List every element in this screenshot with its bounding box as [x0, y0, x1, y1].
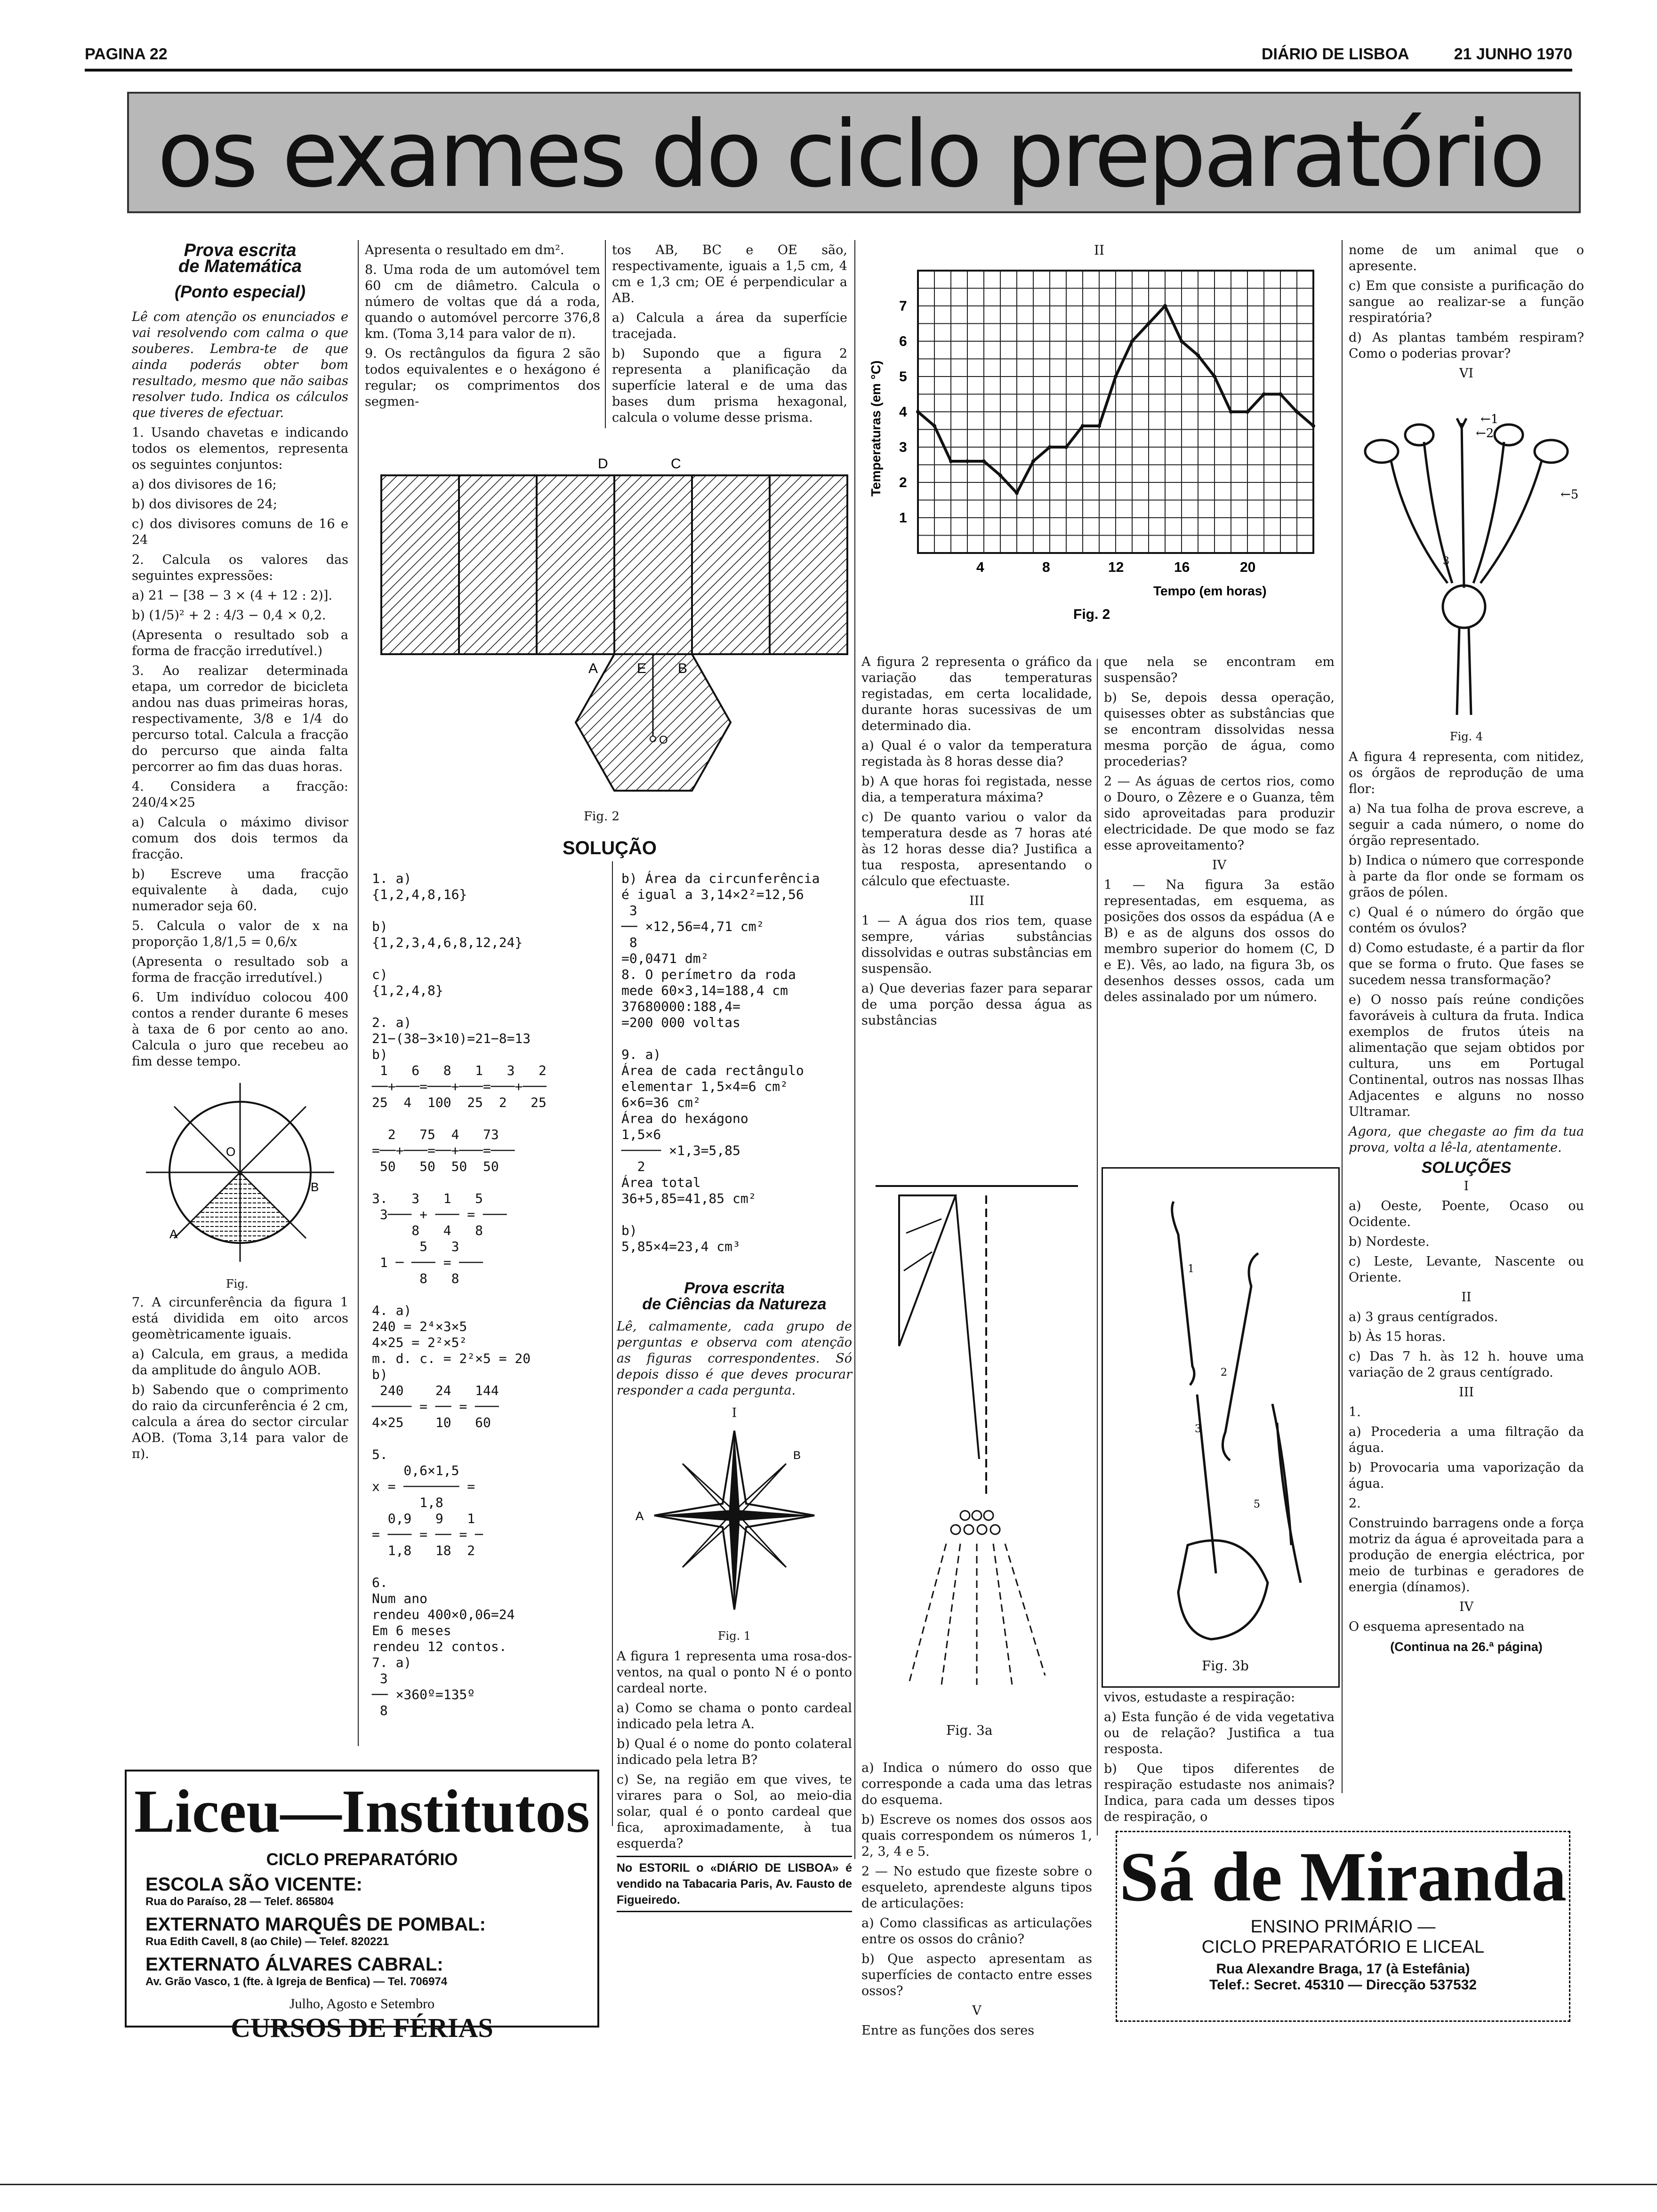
paragraph: A figura 2 representa o gráfico da variação das temperaturas registadas, em certa localidade, durante horas sucessivas de um determinado dia. [861, 655, 1092, 733]
question-2: 2. Calcula os valores das seguintes expressões: [132, 553, 348, 583]
ad-months: Julho, Agosto e Setembro [289, 1996, 435, 2012]
data-point [1048, 445, 1052, 449]
compass-rose-figure [617, 1421, 852, 1624]
data-point [982, 459, 986, 463]
paragraph: tos AB, BC e OE são, respectivamente, iguais a 1,5 cm, 4 cm e 1,3 cm; OE é perpendicular a AB. [612, 243, 847, 305]
ad-liceu-institutos [125, 1770, 599, 2043]
flower-diagram [1349, 385, 1584, 724]
label-B: B [311, 1180, 319, 1194]
data-point [1015, 491, 1019, 495]
answer: c) Das 7 h. às 12 h. houve uma variação de 2 graus centígrado. [1349, 1349, 1584, 1380]
column-5 [861, 654, 1092, 1172]
answer: Construindo barragens onde a força motriz da água é aproveitada para a produção de energia eléctrica, por meio de turbinas e geradores de energia (dínamos). [1349, 1516, 1584, 1595]
question-2b: b) (1/5)² + 2 : 4/3 − 0,4 × 0,2. [132, 608, 326, 623]
section-heading: de Matemática [178, 256, 302, 276]
answer: a) 3 graus centígrados. [1349, 1310, 1498, 1324]
data-point [1064, 445, 1068, 449]
question-1b: b) dos divisores de 24; [132, 497, 277, 512]
page-number: PAGINA 22 [85, 45, 168, 63]
answer: b) Nordeste. [1349, 1234, 1430, 1249]
question-a: a) Indica o número do osso que corresponde a cada uma das letras do esquema. [861, 1761, 1092, 1807]
question-2a: a) 21 − [38 − 3 × (4 + 12 : 2)]. [132, 588, 332, 603]
question-7: 7. A circunferência da figura 1 está dividida em oito arcos geomètricamente iguais. [132, 1295, 348, 1342]
solution-title: SOLUÇÃO [563, 838, 657, 858]
column-6 [1104, 654, 1335, 1125]
question-a: a) Qual é o valor da temperatura registada às 8 horas desse dia? [861, 738, 1092, 769]
skeleton-diagram [861, 1167, 1092, 1732]
label-D: D [598, 456, 608, 472]
ad-school-address: Rua do Paraíso, 28 — Telef. 865804 [145, 1895, 334, 1908]
notice-estoril: No ESTORIL o «DIÁRIO DE LISBOA» é vendido na Tabacaria Paris, Av. Fausto de Figueiredo. [617, 1856, 852, 1912]
y-tick-label: 5 [899, 369, 907, 385]
ad-school-name: EXTERNATO ÁLVARES CABRAL: [145, 1954, 443, 1975]
ad-line: CICLO PREPARATÓRIO E LICEAL [1201, 1937, 1485, 1957]
figure-caption: Fig. [226, 1277, 249, 1290]
question-9a: a) Calcula a área da superfície tracejada. [612, 311, 847, 341]
bottom-rule [0, 2184, 1657, 2185]
data-point [1097, 424, 1101, 428]
issue-date: 21 JUNHO 1970 [1454, 45, 1572, 63]
answer: 2. [1349, 1496, 1361, 1511]
question-3: 3. Ao realizar determinada etapa, um corredor de bicicleta andou nas duas primeiras horas, respectivamente, 3/8 e 1/4 do percurso total. Calcula a fracção do percurso que ainda falta percorrer ao fim das duas horas. [132, 664, 348, 774]
answer: O esquema apresentado na [1349, 1619, 1525, 1634]
ad-address: Rua Alexandre Braga, 17 (à Estefânia) [1216, 1961, 1470, 1977]
figure-caption: Fig. 4 [1449, 730, 1483, 743]
masthead [85, 45, 1572, 72]
question-b: b) Qual é o nome do ponto colateral indicado pela letra B? [617, 1737, 852, 1767]
ad-sa-de-miranda [1116, 1831, 1570, 2022]
section-heading: Prova escrita [684, 1279, 785, 1297]
chart-svg [861, 261, 1337, 647]
question-d: d) As plantas também respiram? Como o poderias provar? [1349, 330, 1584, 361]
question-b: b) Que tipos diferentes de respiração estudaste nos animais? Indica, para cada um desses tipos de respiração, o [1104, 1762, 1335, 1824]
x-tick-label: 16 [1174, 560, 1190, 575]
y-tick-label: 4 [899, 404, 907, 420]
figure-1-circle [132, 1074, 348, 1295]
column-matematica-cont [365, 242, 600, 440]
figure-caption: Fig. 1 [717, 1629, 751, 1643]
answer: b) Às 15 horas. [1349, 1330, 1446, 1344]
label-A: A [169, 1227, 178, 1241]
data-point [1114, 375, 1118, 378]
question-a: a) Esta função é de vida vegetativa ou de relação? Justifica a tua resposta. [1104, 1710, 1335, 1756]
paragraph: A figura 4 representa, com nitidez, os órgãos de reprodução de uma flor: [1349, 750, 1584, 796]
y-axis-label: Temperaturas (em °C) [869, 360, 883, 497]
answer: 1. [1349, 1405, 1361, 1419]
question-c: c) Se, na região em que vives, te virares para o Sol, ao meio-dia solar, qual é o ponto cardeal que fica, aproximadamente, à tua esquerda? [617, 1772, 852, 1851]
label-A: A [635, 1509, 644, 1523]
solution-right: b) Área da circunferência é igual a 3,14×2²=12,56 3 ── ×12,56=4,71 cm² 8 =0,0471 dm² 8. O perímetro da roda mede 60×3,14=188,4 cm 37680000:188,4= =200 000 voltas 9. a) Área de cada rectângulo elementar 1,5×4=6 cm² 6×6=36 cm² Área do hexágono 1,5×6 ───── ×1,3=5,85 2 Área total 36+5,85=41,85 cm² b) 5,85×4=23,4 cm³ [621, 871, 820, 1254]
section-heading: de Ciências da Natureza [642, 1295, 827, 1313]
question-5-note: (Apresenta o resultado sob a forma de fracção irredutível.) [132, 954, 348, 985]
ad-school-name: EXTERNATO MARQUÊS DE POMBAL: [145, 1914, 486, 1935]
headline-title: os exames do ciclo preparatório [157, 101, 1543, 208]
column-matematica [132, 242, 348, 1748]
paragraph: Entre as funções dos seres [861, 2023, 1035, 2038]
data-point [1130, 339, 1134, 343]
answer: b) Provocaria uma vaporização da água. [1349, 1460, 1584, 1491]
question-4: 4. Considera a fracção: 240/4×25 [132, 779, 348, 810]
chart-caption: Fig. 2 [1073, 607, 1110, 622]
paragraph: vivos, estudaste a respiração: [1104, 1690, 1295, 1705]
data-point [998, 473, 1002, 477]
group-number: I [1464, 1179, 1469, 1194]
ad-school-address: Av. Grão Vasco, 1 (fte. à Igreja de Benfica) — Tel. 706974 [145, 1975, 448, 1988]
data-point [1163, 304, 1167, 308]
group-number: III [1459, 1385, 1474, 1400]
question-a: a) Como se chama o ponto cardeal indicado pela letra A. [617, 1701, 852, 1731]
answer: a) Procederia a uma filtração da água. [1349, 1425, 1584, 1455]
data-point [965, 459, 969, 463]
question-2-note: (Apresenta o resultado sob a forma de fracção irredutível.) [132, 628, 348, 658]
question-1a: a) dos divisores de 16; [132, 477, 277, 492]
ad-title: Liceu—Institutos [134, 1778, 590, 1845]
column-5-bottom [861, 1760, 1092, 2038]
headline-banner [127, 92, 1581, 213]
ad-line: ENSINO PRIMÁRIO — [1250, 1917, 1436, 1937]
data-point [916, 410, 920, 414]
group-number: I [732, 1406, 737, 1420]
question-5: 5. Calcula o valor de x na proporção 1,8/1,5 = 0,6/x [132, 919, 348, 949]
x-tick-label: 20 [1240, 560, 1256, 575]
paragraph: 1 — A água dos rios tem, quase sempre, várias substâncias dissolvidas e outras substâncias em suspensão. [861, 914, 1092, 976]
y-tick-label: 1 [899, 510, 907, 526]
paragraph: que nela se encontram em suspensão? [1104, 655, 1335, 685]
column-divider [612, 861, 613, 1826]
x-tick-label: 12 [1108, 560, 1124, 575]
column-divider [854, 240, 855, 1859]
newspaper-name: DIÁRIO DE LISBOA [1262, 45, 1409, 63]
solution-left: 1. a) {1,2,4,8,16} b) {1,2,3,4,6,8,12,24} c) {1,2,4,8} 2. a) 21−(38−3×10)=21−8=13 b) 1 6 8 1 3 2 ──+───=───+───=───+─── 25 4 100 25 2 25 2 75 4 73 =──+───=──+───=─── 50 50 50 50 3. 3 1 5 3─── + ─── = ─── 8 4 8 5 3 1 ─ ─── = ─── 8 8 4. a) 240 = 2⁴×3×5 4×25 = 2²×5² m. d. c. = 2²×5 = 20 b) 240 24 144 ───── = ── = ─── 4×25 10 60 5. 0,6×1,5 x = ─────── = 1,8 0,9 9 1 = ─── = ── = ─ 1,8 18 2 6. Num ano rendeu 400×0,06=24 Em 6 meses rendeu 12 contos. 7. a) 3 ── ×360º=135º 8 [372, 871, 547, 1718]
label-O: O [226, 1145, 236, 1159]
label-E: E [637, 661, 647, 676]
column-matematica-cont2 [612, 242, 847, 440]
answer: a) Oeste, Poente, Ocaso ou Ocidente. [1349, 1199, 1584, 1229]
intro-text: Lê, calmamente, cada grupo de perguntas e observa com atenção as figuras correspondentes. Só depois disso é que deves procurar responder a cada pergunta. [617, 1319, 852, 1398]
paragraph: 1 — Na figura 3a estão representadas, em esquema, as posições dos ossos da espádua (A e B) e as de alguns dos ossos do membro superior do homem (C, D e E). Vês, ao lado, na figura 3b, os desenhos desses ossos, cada um deles assinalado por um número. [1104, 878, 1335, 1004]
paragraph: A figura 1 representa uma rosa-dos-ventos, na qual o ponto N é o ponto cardeal norte. [617, 1649, 852, 1696]
question-6: 6. Um indivíduo colocou 400 contos a render durante 6 meses à taxa de 6 por cento ao ano. Calcula o juro que recebeu ao fim desse tempo. [132, 990, 348, 1069]
figure-caption: Fig. 3b [1202, 1658, 1249, 1674]
question-8: 8. Uma roda de um automóvel tem 60 cm de diâmetro. Calcula o número de voltas que dá a roda, quando o automóvel percorre 376,8 km. (Toma 3,14 para valor de π). [365, 263, 600, 341]
circle-figure [132, 1074, 348, 1281]
group-number: VI [1459, 366, 1474, 381]
section-heading: Prova escrita [184, 240, 297, 260]
question-4b: b) Escreve uma fracção equivalente à dada, cujo numerador seja 60. [132, 867, 348, 914]
figure-caption: Fig. 3a [946, 1723, 993, 1738]
ad-school-address: Rua Edith Cavell, 8 (ao Chile) — Telef. 820221 [145, 1935, 389, 1948]
label-O: O [659, 734, 668, 746]
organ-number: ←1 [1480, 412, 1499, 426]
y-tick-label: 6 [899, 334, 907, 349]
bone-number: 2 [1221, 1367, 1227, 1378]
x-tick-label: 4 [976, 560, 984, 575]
x-axis-label: Tempo (em horas) [1153, 584, 1267, 598]
group-number: III [969, 894, 984, 908]
section-subheading: (Ponto especial) [174, 282, 306, 301]
question-b: b) Indica o número que corresponde à parte da flor onde se formam os grãos de pólen. [1349, 853, 1584, 900]
y-tick-label: 7 [899, 298, 907, 314]
answer: c) Leste, Levante, Nascente ou Oriente. [1349, 1254, 1584, 1285]
data-point [1180, 339, 1183, 343]
organ-number: 3 [1443, 555, 1449, 567]
data-point [1262, 393, 1266, 396]
question-b: b) Se, depois dessa operação, quisesses obter as substâncias que se encontram dissolvidas nessa mesma porção de água, como procederias? [1104, 690, 1335, 769]
data-point [1147, 322, 1150, 326]
question-b: b) Que aspecto apresentam as superfícies de contacto entre esses ossos? [861, 1952, 1092, 1998]
column-divider [1097, 659, 1098, 1835]
data-point [1279, 393, 1282, 396]
data-point [949, 459, 953, 463]
column-ciencias [617, 1279, 852, 1907]
group-number: IV [1212, 858, 1227, 873]
question-2: 2 — As águas de certos rios, como o Douro, o Zêzere e o Guanza, têm sido aproveitadas para produzir electricidade. De que modo se faz esse aproveitamento? [1104, 774, 1335, 853]
y-tick-label: 2 [899, 475, 907, 490]
question-c: c) De quanto variou o valor da temperatura desde as 7 horas até às 12 horas desse dia? Justifica a tua resposta, apresentando o cálculo que efectuaste. [861, 810, 1092, 889]
column-7 [1349, 242, 1584, 1810]
ad-phone: Telef.: Secret. 45310 — Direcção 537532 [1209, 1977, 1477, 1993]
question-a: a) Que deverias fazer para separar de uma porção dessa água as substâncias [861, 981, 1092, 1028]
question-9: 9. Os rectângulos da figura 2 são todos equivalentes e o hexágono é regular; os comprimentos dos segmen- [365, 346, 600, 409]
data-point [933, 424, 936, 428]
ad-subtitle: CICLO PREPARATÓRIO [266, 1850, 458, 1869]
column-divider [1342, 240, 1343, 1793]
question-4a: a) Calcula o máximo divisor comum dos dois termos da fracção. [132, 815, 348, 862]
figure-caption: Fig. 2 [584, 809, 620, 824]
data-point [1246, 410, 1249, 414]
question-1: 1. Usando chavetas e indicando todos os elementos, representa os seguintes conjuntos: [132, 425, 348, 472]
chart-group-title: II [1094, 242, 1105, 258]
y-tick-label: 3 [899, 440, 907, 455]
temperature-chart [861, 242, 1337, 652]
paragraph: nome de um animal que o apresente. [1349, 243, 1584, 273]
question-1c: c) dos divisores comuns de 16 e 24 [132, 517, 348, 547]
label-B: B [793, 1449, 801, 1462]
ad-school-name: ESCOLA SÃO VICENTE: [145, 1874, 362, 1895]
question-7b: b) Sabendo que o comprimento do raio da circunferência é 2 cm, calcula a área do sector circular AOB. (Toma 3,14 para valor de π). [132, 1383, 348, 1461]
column-divider [358, 240, 359, 1746]
data-point [1213, 375, 1216, 378]
question-2: 2 — No estudo que fizeste sobre o esqueleto, aprendeste alguns tipos de articulações: [861, 1864, 1092, 1911]
group-number: IV [1459, 1600, 1474, 1614]
data-point [1295, 410, 1299, 414]
question-a: a) Como classificas as articulações entre os ossos do crânio? [861, 1916, 1092, 1947]
data-point [1031, 459, 1035, 463]
label-B: B [678, 661, 688, 676]
data-point [1229, 410, 1233, 414]
paragraph: Apresenta o resultado em dm². [365, 243, 564, 257]
question-a: a) Na tua folha de prova escreve, a seguir a cada número, o nome do órgão representado. [1349, 801, 1584, 848]
bones-drawing [1103, 1169, 1338, 1653]
question-b: b) Escreve os nomes dos ossos aos quais correspondem os números 1, 2, 3, 4 e 5. [861, 1812, 1092, 1859]
organ-number: ←2 [1476, 426, 1494, 441]
question-e: e) O nosso país reúne condições favoráveis à cultura da fruta. Indica exemplos de frutos úteis na alimentação que sejam obtidos por cultura, uns em Portugal Continental, outros nas nossas Ilhas Adjacentes e alguns no nosso Ultramar. [1349, 993, 1584, 1119]
question-c: c) Em que consiste a purificação do sangue ao realizar-se a função respiratória? [1349, 279, 1584, 325]
label-A: A [588, 661, 598, 676]
ad-title: Sá de Miranda [1119, 1838, 1567, 1916]
ad-courses: CURSOS DE FÉRIAS [231, 2012, 493, 2043]
figure-2-prism-net [367, 452, 852, 828]
question-7a: a) Calcula, em graus, a medida da amplitude do ângulo AOB. [132, 1347, 348, 1378]
bone-number: 1 [1188, 1263, 1194, 1275]
bone-number: 5 [1254, 1499, 1260, 1510]
figure-3a [861, 1167, 1092, 1755]
group-number: V [972, 2004, 981, 2018]
solutions-title: SOLUÇÕES [1421, 1159, 1512, 1177]
group-number: II [1461, 1290, 1472, 1305]
column-divider [605, 240, 606, 428]
data-point [1311, 424, 1315, 428]
continuation-note: (Continua na 26.ª página) [1390, 1640, 1543, 1654]
label-C: C [671, 456, 681, 472]
data-point [1081, 424, 1085, 428]
closing-note: Agora, que chegaste ao fim da tua prova, volta a lê-la, atentamente. [1349, 1124, 1584, 1155]
organ-number: ←5 [1560, 488, 1579, 502]
question-9b: b) Supondo que a figura 2 representa a planificação da superfície lateral e de uma das bases dum prisma hexagonal, calcula o volume desse prisma. [612, 346, 847, 425]
bone-number: 3 [1195, 1423, 1201, 1435]
x-tick-label: 8 [1042, 560, 1050, 575]
data-point [1196, 353, 1200, 357]
prism-net-diagram [367, 452, 852, 828]
question-c: c) Qual é o número do órgão que contém os óvulos? [1349, 905, 1584, 936]
question-d: d) Como estudaste, é a partir da flor que se forma o fruto. Que fases se sucedem nessa transformação? [1349, 941, 1584, 987]
question-b: b) A que horas foi registada, nesse dia, a temperatura máxima? [861, 774, 1092, 805]
intro-text: Lê com atenção os enunciados e vai resolvendo com calma o que souberes. Lembra-te de que ainda poderás obter bom resultado, mesmo que não saibas resolver tudo. Indica os cálculos que tiveres de efectuar. [132, 310, 348, 420]
figure-3b [1102, 1167, 1340, 1688]
